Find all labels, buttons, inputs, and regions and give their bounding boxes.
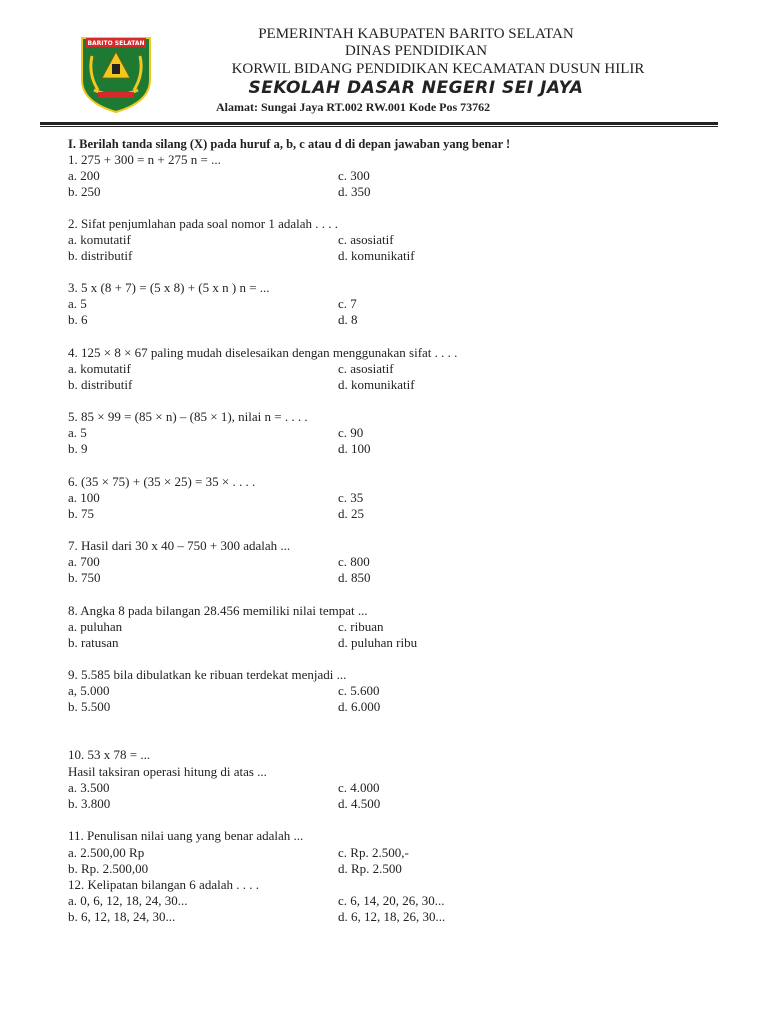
question-2-option-c: c. asosiatif: [338, 232, 394, 247]
question-12-option-b: b. 6, 12, 18, 24, 30...: [68, 909, 176, 924]
question-1-option-b: b. 250: [68, 184, 101, 199]
question-8-option-c: c. ribuan: [338, 619, 384, 634]
question-4-option-b: b. distributif: [68, 377, 133, 392]
question-10-subtext: Hasil taksiran operasi hitung di atas ...: [68, 764, 267, 779]
svg-text:BARITO SELATAN: BARITO SELATAN: [87, 40, 145, 47]
question-10-option-a: a. 3.500: [68, 780, 110, 795]
question-6-option-c: c. 35: [338, 490, 364, 505]
header-divider-thin: [40, 126, 718, 127]
question-7-option-b: b. 750: [68, 570, 101, 585]
instruction-text: I. Berilah tanda silang (X) pada huruf a, b, c atau d di depan jawaban yang benar !: [68, 137, 511, 151]
school-name-title: SEKOLAH DASAR NEGERI SEI JAYA: [248, 78, 584, 98]
question-8-option-a: a. puluhan: [68, 619, 123, 634]
header-department-line: DINAS PENDIDIKAN: [344, 43, 488, 59]
question-6-text: 6. (35 × 75) + (35 × 25) = 35 × . . . .: [68, 474, 256, 489]
question-6-option-b: b. 75: [68, 506, 94, 521]
question-12-option-d: d. 6, 12, 18, 26, 30...: [338, 909, 446, 924]
question-1-text: 1. 275 + 300 = n + 275 n = ...: [68, 152, 221, 167]
question-2-option-d: d. komunikatif: [338, 248, 415, 263]
question-5-option-c: c. 90: [338, 425, 364, 440]
question-12-text: 12. Kelipatan bilangan 6 adalah . . . .: [68, 877, 259, 892]
question-6-option-a: a. 100: [68, 490, 100, 505]
question-10-option-d: d. 4.500: [338, 796, 381, 811]
question-2-option-a: a. komutatif: [68, 232, 131, 247]
header-divider-thick: [40, 122, 718, 125]
question-7-text: 7. Hasil dari 30 x 40 – 750 + 300 adalah ...: [68, 538, 291, 553]
question-10-text: 10. 53 x 78 = ...: [68, 747, 151, 762]
question-1-option-d: d. 350: [338, 184, 371, 199]
question-8-option-d: d. puluhan ribu: [338, 635, 418, 650]
question-7-option-c: c. 800: [338, 554, 370, 569]
question-1-option-c: c. 300: [338, 168, 370, 183]
question-5-option-b: b. 9: [68, 441, 88, 456]
header-government-line: PEMERINTAH KABUPATEN BARITO SELATAN: [258, 26, 574, 42]
question-9-option-c: c. 5.600: [338, 683, 380, 698]
question-4-text: 4. 125 × 8 × 67 paling mudah diselesaikan dengan menggunakan sifat . . . .: [68, 345, 458, 360]
question-7-option-d: d. 850: [338, 570, 371, 585]
school-emblem-logo: [78, 34, 154, 114]
question-11-option-d: d. Rp. 2.500: [338, 861, 402, 876]
question-8-text: 8. Angka 8 pada bilangan 28.456 memiliki nilai tempat ...: [68, 603, 368, 618]
question-9-text: 9. 5.585 bila dibulatkan ke ribuan terdekat menjadi ...: [68, 667, 347, 682]
question-3-text: 3. 5 x (8 + 7) = (5 x 8) + (5 x n ) n = ...: [68, 280, 270, 295]
question-3-option-a: a. 5: [68, 296, 87, 311]
question-2-text: 2. Sifat penjumlahan pada soal nomor 1 adalah . . . .: [68, 216, 339, 231]
question-11-text: 11. Penulisan nilai uang yang benar adalah ...: [68, 828, 304, 843]
school-address: Alamat: Sungai Jaya RT.002 RW.001 Kode Pos 73762: [216, 100, 491, 114]
question-5-option-d: d. 100: [338, 441, 371, 456]
question-10-option-b: b. 3.800: [68, 796, 111, 811]
question-9-option-d: d. 6.000: [338, 699, 381, 714]
question-7-option-a: a. 700: [68, 554, 100, 569]
question-4-option-d: d. komunikatif: [338, 377, 415, 392]
question-9-option-a: a, 5.000: [68, 683, 110, 698]
question-12-option-a: a. 0, 6, 12, 18, 24, 30...: [68, 893, 188, 908]
question-5-option-a: a. 5: [68, 425, 87, 440]
question-12-option-c: c. 6, 14, 20, 26, 30...: [338, 893, 445, 908]
question-4-option-c: c. asosiatif: [338, 361, 394, 376]
question-5-text: 5. 85 × 99 = (85 × n) – (85 × 1), nilai n = . . . .: [68, 409, 308, 424]
question-2-option-b: b. distributif: [68, 248, 133, 263]
question-11-option-b: b. Rp. 2.500,00: [68, 861, 149, 876]
question-11-option-a: a. 2.500,00 Rp: [68, 845, 145, 860]
question-11-option-c: c. Rp. 2.500,-: [338, 845, 409, 860]
question-4-option-a: a. komutatif: [68, 361, 131, 376]
question-6-option-d: d. 25: [338, 506, 364, 521]
question-8-option-b: b. ratusan: [68, 635, 119, 650]
question-3-option-c: c. 7: [338, 296, 357, 311]
header-korwil-line: KORWIL BIDANG PENDIDIKAN KECAMATAN DUSUN HILIR: [231, 61, 645, 77]
question-9-option-b: b. 5.500: [68, 699, 111, 714]
question-3-option-d: d. 8: [338, 312, 358, 327]
question-10-option-c: c. 4.000: [338, 780, 380, 795]
question-1-option-a: a. 200: [68, 168, 100, 183]
question-3-option-b: b. 6: [68, 312, 88, 327]
